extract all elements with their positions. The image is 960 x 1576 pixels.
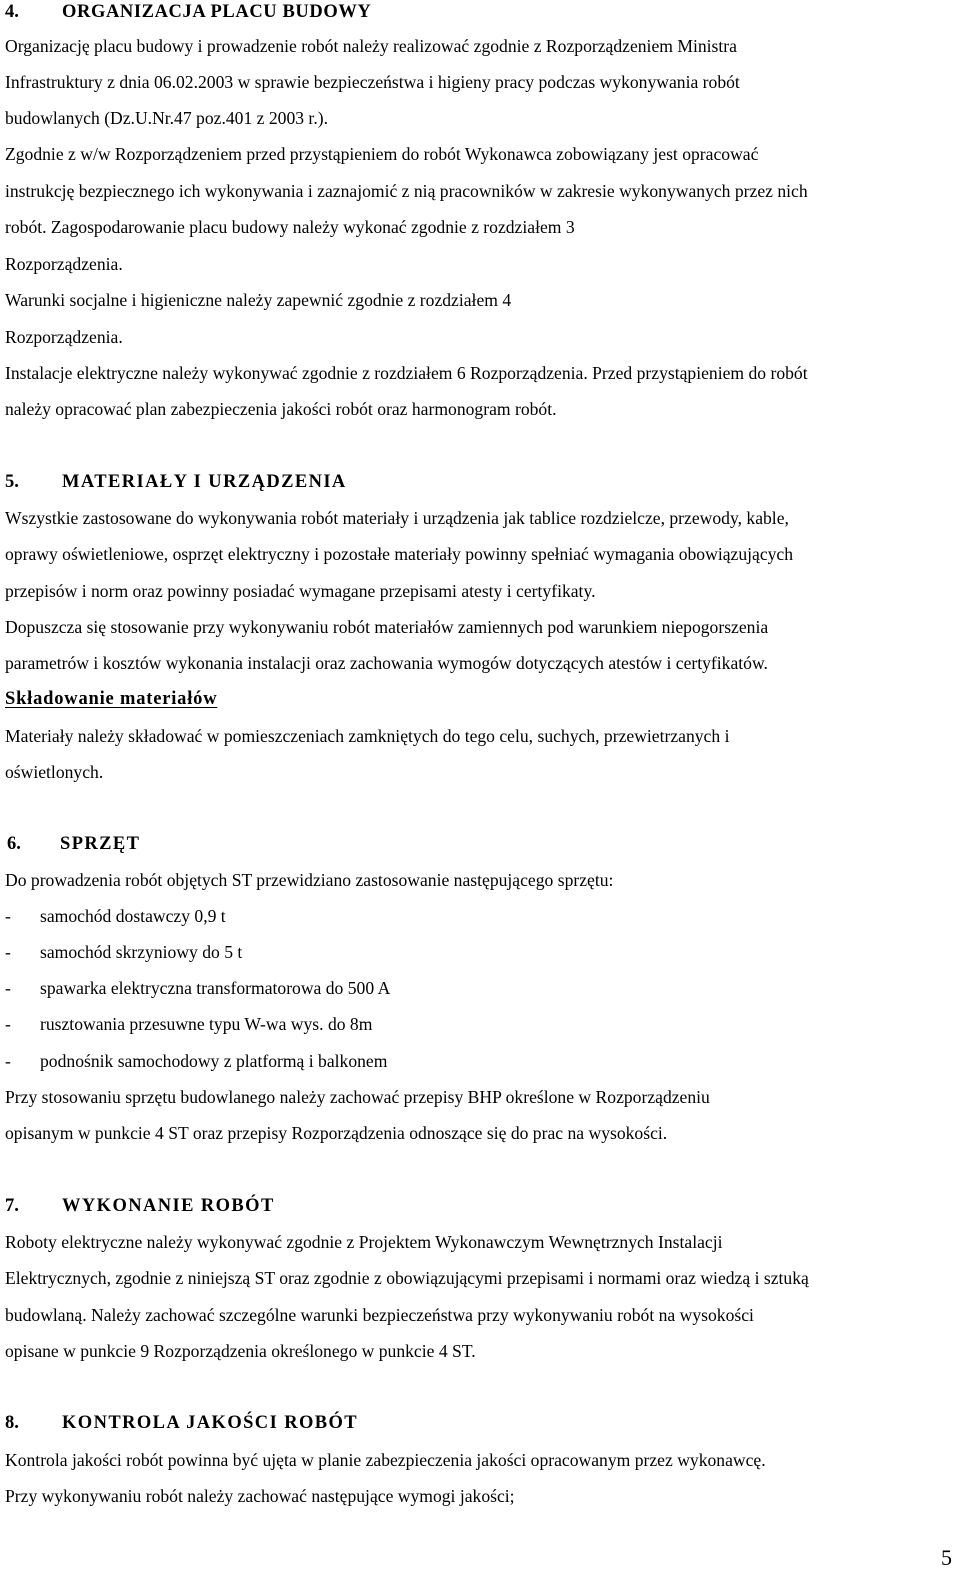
list-bullet: - [5,978,11,998]
page-number: 5 [941,1545,952,1570]
section-5-number: 5. [5,472,19,492]
section-7-heading: WYKONANIE ROBÓT [62,1196,275,1216]
paragraph-line: opisane w punkcie 9 Rozporządzenia określonego w punkcie 4 ST. [5,1341,476,1361]
paragraph-line: opisanym w punkcie 4 ST oraz przepisy Rozporządzenia odnoszące się do prac na wysokości. [5,1123,668,1143]
list-bullet: - [5,906,11,926]
section-6-number: 6. [7,834,21,854]
paragraph-line: budowlanych (Dz.U.Nr.47 poz.401 z 2003 r.). [5,108,328,128]
list-item: podnośnik samochodowy z platformą i balkonem [40,1051,388,1071]
list-bullet: - [5,1014,11,1034]
paragraph-line: budowlaną. Należy zachować szczególne warunki bezpieczeństwa przy wykonywaniu robót na wysokości [5,1305,754,1325]
paragraph-line: Instalacje elektryczne należy wykonywać zgodnie z rozdziałem 6 Rozporządzenia. Przed przystąpieniem do robót [5,363,808,383]
section-8-heading: KONTROLA JAKOŚCI ROBÓT [62,1413,359,1433]
list-item: rusztowania przesuwne typu W-wa wys. do 8m [40,1014,373,1034]
paragraph-line: Rozporządzenia. [5,254,123,274]
paragraph-line: Materiały należy składować w pomieszczeniach zamkniętych do tego celu, suchych, przewietrzanych i [5,726,730,746]
paragraph-line: należy opracować plan zabezpieczenia jakości robót oraz harmonogram robót. [5,399,557,419]
paragraph-line: Warunki socjalne i higieniczne należy zapewnić zgodnie z rozdziałem 4 [5,290,512,310]
paragraph-line: Rozporządzenia. [5,327,123,347]
paragraph-line: oprawy oświetleniowe, osprzęt elektryczny i pozostałe materiały powinny spełniać wymagania obowiązujących [5,544,794,564]
section-4-number: 4. [5,2,19,22]
list-bullet: - [5,1051,11,1071]
subheading-storage: Składowanie materiałów [5,689,218,709]
paragraph-line: Organizację placu budowy i prowadzenie robót należy realizować zgodnie z Rozporządzeniem Ministra [5,36,737,56]
paragraph-line: Kontrola jakości robót powinna być ujęta w planie zabezpieczenia jakości opracowanym przez wykonawcę. [5,1450,766,1470]
paragraph-line: przepisów i norm oraz powinny posiadać wymagane przepisami atesty i certyfikaty. [5,581,596,601]
paragraph-line: Roboty elektryczne należy wykonywać zgodnie z Projektem Wykonawczym Wewnętrznych Instalacji [5,1232,723,1252]
paragraph-line: oświetlonych. [5,762,104,782]
list-bullet: - [5,942,11,962]
paragraph-line: robót. Zagospodarowanie placu budowy należy wykonać zgodnie z rozdziałem 3 [5,217,575,237]
section-8-number: 8. [5,1413,19,1433]
section-6-heading: SPRZĘT [60,834,141,854]
list-item: spawarka elektryczna transformatorowa do 500 A [40,978,391,998]
paragraph-line: Do prowadzenia robót objętych ST przewidziano zastosowanie następującego sprzętu: [5,870,614,890]
section-4-heading: ORGANIZACJA PLACU BUDOWY [62,2,372,22]
paragraph-line: Elektrycznych, zgodnie z niniejszą ST oraz zgodnie z obowiązującymi przepisami i normami oraz wiedzą i sztuką [5,1268,809,1288]
section-5-heading: MATERIAŁY I URZĄDZENIA [62,472,347,492]
paragraph-line: Wszystkie zastosowane do wykonywania robót materiały i urządzenia jak tablice rozdzielcze, przewody, kable, [5,508,789,528]
paragraph-line: instrukcję bezpiecznego ich wykonywania i zaznajomić z nią pracowników w zakresie wykonywanych przez nich [5,181,808,201]
list-item: samochód dostawczy 0,9 t [40,906,226,926]
paragraph-line: Infrastruktury z dnia 06.02.2003 w sprawie bezpieczeństwa i higieny pracy podczas wykonywania robót [5,72,740,92]
paragraph-line: Przy wykonywaniu robót należy zachować następujące wymogi jakości; [5,1486,515,1506]
paragraph-line: Przy stosowaniu sprzętu budowlanego należy zachować przepisy BHP określone w Rozporządzeniu [5,1087,710,1107]
paragraph-line: Zgodnie z w/w Rozporządzeniem przed przystąpieniem do robót Wykonawca zobowiązany jest opracować [5,144,759,164]
section-7-number: 7. [5,1196,19,1216]
paragraph-line: parametrów i kosztów wykonania instalacji oraz zachowania wymogów dotyczących atestów i certyfikatów. [5,653,768,673]
list-item: samochód skrzyniowy do 5 t [40,942,243,962]
paragraph-line: Dopuszcza się stosowanie przy wykonywaniu robót materiałów zamiennych pod warunkiem niepogorszenia [5,617,769,637]
